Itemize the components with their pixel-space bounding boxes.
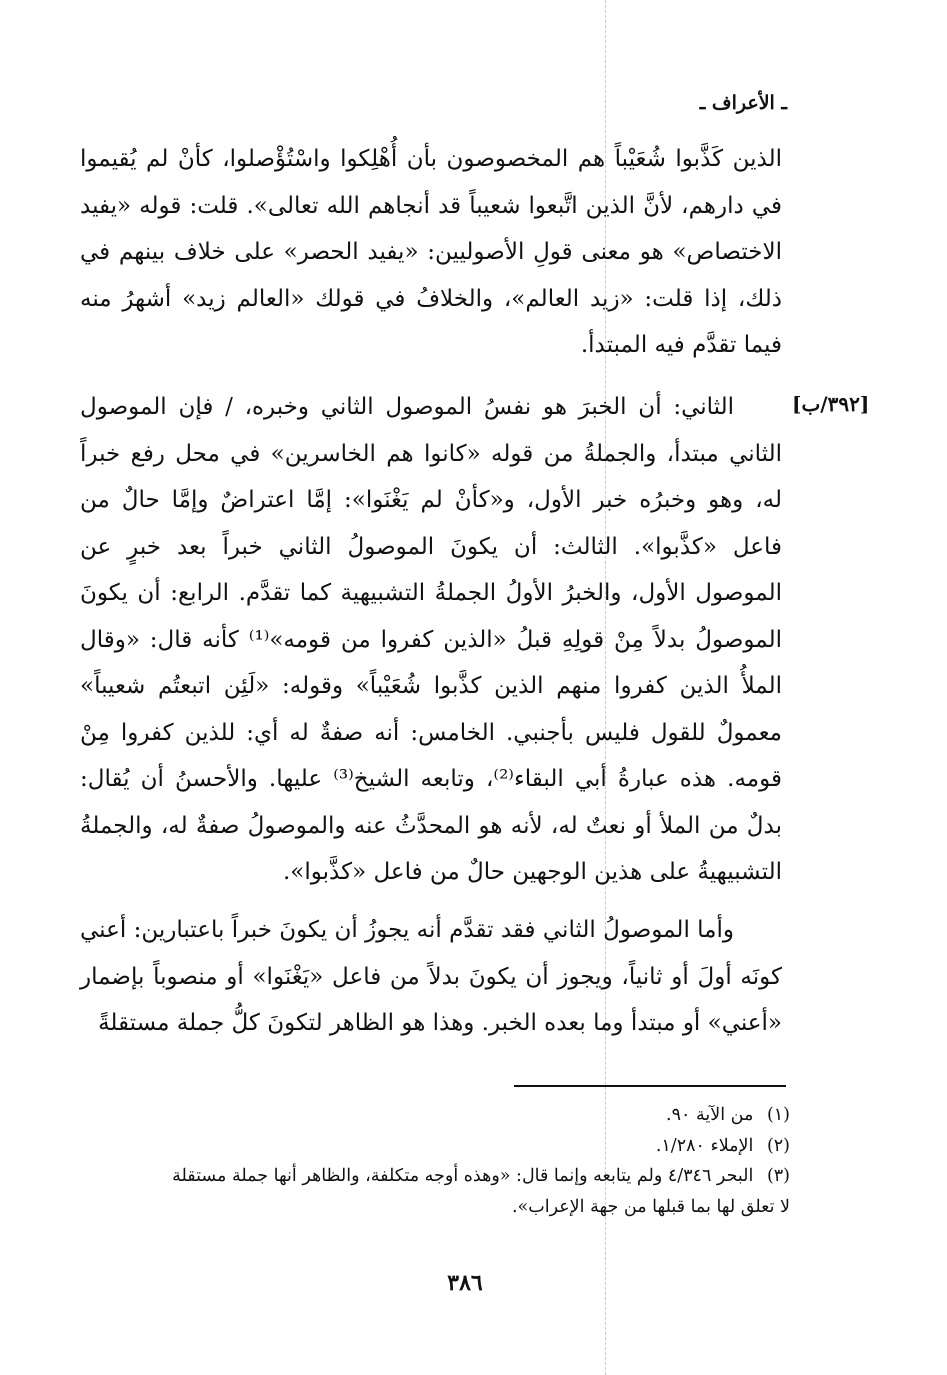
- footnote-text: من الآية ٩٠.: [666, 1105, 754, 1125]
- footnote-text: البحر ٤/٣٤٦ ولم يتابعه وإنما قال: «وهذه أوجه متكلفة، والظاهر أنها جملة مستقلة: [172, 1166, 754, 1186]
- paragraph-3: وأما الموصولُ الثاني فقد تقدَّم أنه يجوزُ أن يكونَ خبراً باعتبارين: أعني كونَه أولَ أو ثانياً، ويجوز أن يكونَ بدلاً من فاعل «يَغْنَوا» أو منصوباً بإضمار «أعني» أو مبتدأ وما بعده الخبر. وهذا هو الظاهر لتكونَ كلُّ جملة مستقلةً: [80, 917, 782, 1036]
- footnote-3: [80, 1161, 790, 1192]
- footnote-separator: [514, 1085, 786, 1087]
- footnote-text: الإملاء ١/٢٨٠.: [655, 1135, 754, 1156]
- page-number: ٣٨٦: [447, 1270, 483, 1296]
- footnote-3-continuation: [80, 1192, 790, 1223]
- footnote-1: [80, 1100, 790, 1131]
- footnote-number: (٣): [766, 1166, 790, 1186]
- footnote-2: [80, 1131, 790, 1162]
- paragraph-1: الذين كَذَّبوا شُعَيْباً هم المخصوصون بأن أُهْلِكوا واسْتُؤْصلوا، كأنْ لم يُقيموا في دارهم، لأنَّ الذين اتَّبعوا شعيباً قد أنجاهم الله تعالى». قلت: قوله «يفيد الاختصاص» هو معنى قولِ الأصوليين: «يفيد الحصر» على خلاف بينهم في ذلك، إذا قلت: «زيد العالم»، والخلافُ في قولك «العالم زيد» أشهرُ منه فيما تقدَّم فيه المبتدأ.: [80, 146, 782, 358]
- footnote-text: لا تعلق لها بما قبلها من جهة الإعراب».: [511, 1196, 790, 1217]
- footnotes-list: [80, 1100, 790, 1222]
- footnote-number: (٢): [766, 1135, 790, 1156]
- footnote-number: (١): [766, 1105, 790, 1125]
- running-head: ـ الأعراف ـ: [699, 92, 787, 114]
- manuscript-folio-ref: [٣٩٢/ب]: [792, 392, 870, 416]
- paragraph-2: الثاني: أن الخبرَ هو نفسُ الموصول الثاني وخبره، / فإن الموصول الثاني مبتدأ، والجملةُ من قوله «كانوا هم الخاسرين» في محل رفع خبراً له، وهو وخبرُه خبر الأول، و«كأنْ لم يَغْنَوا»: إمَّا اعتراضٌ وإمَّا حالٌ من فاعل «كذَّبوا». الثالث: أن يكونَ الموصولُ الثاني خبراً بعد خبرٍ عن الموصول الأول، والخبرُ الأولُ الجملةُ التشبيهية كما تقدَّم. الرابع: أن يكونَ الموصولُ بدلاً مِنْ قولِهِ قبلُ «الذين كفروا من قومه»⁽¹⁾ كأنه قال: «وقال الملأُ الذين كفروا منهم الذين كذَّبوا شُعَيْباً» وقوله: «لَئِن اتبعتُم شعيباً» معمولٌ للقول فليس بأجنبي. الخامس: أنه صفةٌ له أي: للذين كفروا مِنْ قومه. هذه عبارةُ أبي البقاء⁽²⁾، وتابعه الشيخ⁽³⁾ عليها. والأحسنُ أن يُقال: بدلٌ من الملأ أو نعتٌ له، لأنه هو المحدَّثُ عنه والموصولُ صفةٌ له، والجملةُ التشبيهيةُ على هذين الوجهين حالٌ من فاعل «كذَّبوا».: [80, 394, 782, 885]
